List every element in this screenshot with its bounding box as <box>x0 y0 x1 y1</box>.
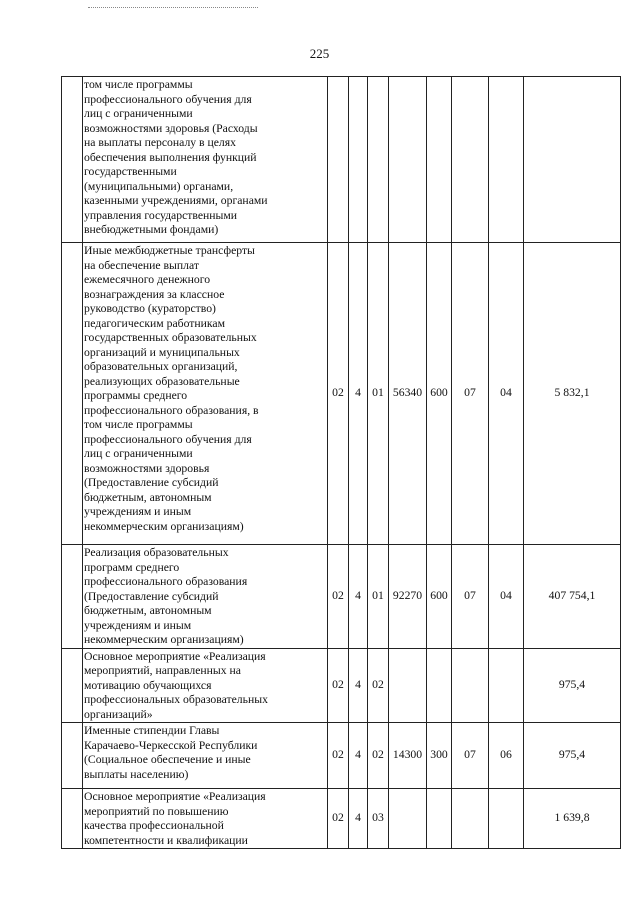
expense-name-line: образовательных организаций, <box>84 360 238 373</box>
expense-name-line: (муниципальными) органами, <box>84 179 234 193</box>
main-measure-code-cell: 02 <box>368 723 389 789</box>
expense-name-line: (Предоставление субсидий <box>84 476 219 489</box>
expense-name-line: государственных образовательных <box>84 331 257 344</box>
main-measure-code-cell: 01 <box>368 243 389 545</box>
subsection-code-cell <box>489 648 524 723</box>
main-measure-code-cell: 01 <box>368 545 389 649</box>
section-code-cell: 07 <box>452 545 489 649</box>
subprogram-code-cell: 4 <box>349 545 368 649</box>
expense-name-line: том числе программы <box>84 418 193 431</box>
expense-name-line: учреждениям и иным <box>84 505 192 518</box>
row-number-cell <box>62 545 83 649</box>
expense-name-line: на обеспечение выплат <box>84 258 199 272</box>
expense-direction-code-cell <box>389 789 427 849</box>
expense-name-cell <box>83 723 328 789</box>
table-row <box>62 545 621 649</box>
expense-name-cell <box>83 789 328 849</box>
expense-name-line: ежемесячного денежного <box>84 273 211 286</box>
amount-cell: 5 832,1 <box>524 243 621 545</box>
expense-type-code-cell: 600 <box>427 243 452 545</box>
expense-name-line: Основное мероприятие «Реализация <box>84 790 266 803</box>
expense-direction-code-cell <box>389 648 427 723</box>
expense-name-line: государственными <box>84 165 177 178</box>
table-row <box>62 648 621 723</box>
expense-name-line: внебюджетными фондами) <box>84 223 219 236</box>
expense-name-line: выплаты населению) <box>84 767 189 781</box>
expense-name-line: возможностями здоровья (Расходы <box>84 121 258 135</box>
expense-direction-code-cell: 56340 <box>389 243 427 545</box>
subprogram-code-cell: 4 <box>349 789 368 849</box>
program-code-cell: 02 <box>328 545 349 649</box>
expense-name-line: лиц с ограниченными <box>84 107 193 120</box>
section-code-cell <box>452 77 489 243</box>
expense-name-line: бюджетным, автономным <box>84 604 212 617</box>
table-body <box>62 77 621 849</box>
row-number-cell <box>62 243 83 545</box>
amount-cell: 975,4 <box>524 723 621 789</box>
expense-name-line: педагогическим работникам <box>84 316 225 330</box>
subsection-code-cell: 04 <box>489 545 524 649</box>
expense-name-line: лиц с ограниченными <box>84 447 193 460</box>
program-code-cell: 02 <box>328 789 349 849</box>
expense-name-line: профессионального образования, в <box>84 403 259 417</box>
expense-name-line: обеспечения выполнения функций <box>84 150 257 164</box>
table-row <box>62 243 621 545</box>
program-code-cell: 02 <box>328 243 349 545</box>
page-number: 225 <box>309 46 330 61</box>
expense-name-line: профессионального образования <box>84 575 248 588</box>
section-code-cell <box>452 789 489 849</box>
expense-name-line: профессионального обучения для <box>84 432 252 446</box>
expense-name-line: некоммерческим организациям) <box>84 519 244 533</box>
expense-name-line: управления государственными <box>84 208 238 222</box>
amount-cell <box>524 77 621 243</box>
subsection-code-cell <box>489 789 524 849</box>
subprogram-code-cell: 4 <box>349 243 368 545</box>
expense-type-code-cell <box>427 789 452 849</box>
expense-name-line: руководство (кураторство) <box>84 302 216 315</box>
expense-direction-code-cell: 14300 <box>389 723 427 789</box>
row-number-cell <box>62 789 83 849</box>
expense-name-line: мероприятий, направленных на <box>84 664 241 677</box>
expense-name-line: профессионального обучения для <box>84 92 252 106</box>
expense-name-line: программы среднего <box>84 389 188 402</box>
expense-name-line: реализующих образовательные <box>84 374 240 388</box>
subprogram-code-cell: 4 <box>349 723 368 789</box>
subprogram-code-cell <box>349 77 368 243</box>
expense-name-line: том числе программы <box>84 78 193 91</box>
expense-direction-code-cell <box>389 77 427 243</box>
expense-name-cell <box>83 545 328 649</box>
program-code-cell <box>328 77 349 243</box>
amount-cell: 975,4 <box>524 648 621 723</box>
table-row <box>62 723 621 789</box>
expense-type-code-cell <box>427 648 452 723</box>
expense-name-line: Карачаево-Черкесской Республики <box>84 738 258 752</box>
expense-name-line: Основное мероприятие «Реализация <box>84 649 266 663</box>
expense-name-line: мотивацию обучающихся <box>84 678 212 692</box>
expense-name-cell <box>83 77 328 243</box>
expense-name-line: (Социальное обеспечение и иные <box>84 753 251 766</box>
expense-name-line: качества профессиональной <box>84 819 224 832</box>
expense-name-line: (Предоставление субсидий <box>84 589 219 603</box>
expense-name-line: вознаграждения за классное <box>84 287 225 301</box>
expense-type-code-cell: 600 <box>427 545 452 649</box>
expense-name-line: программ среднего <box>84 560 180 574</box>
subsection-code-cell: 06 <box>489 723 524 789</box>
amount-cell: 407 754,1 <box>524 545 621 649</box>
main-measure-code-cell: 03 <box>368 789 389 849</box>
expense-type-code-cell <box>427 77 452 243</box>
expense-name-line: некоммерческим организациям) <box>84 633 244 646</box>
expense-name-line: мероприятий по повышению <box>84 804 229 818</box>
expense-type-code-cell: 300 <box>427 723 452 789</box>
main-measure-code-cell: 02 <box>368 648 389 723</box>
expense-name-cell <box>83 243 328 545</box>
expense-name-line: возможностями здоровья <box>84 461 210 475</box>
expense-name-line: организаций и муниципальных <box>84 345 240 359</box>
expense-direction-code-cell: 92270 <box>389 545 427 649</box>
expense-name-cell <box>83 648 328 723</box>
program-code-cell: 02 <box>328 648 349 723</box>
section-code-cell: 07 <box>452 243 489 545</box>
scan-artifact-line <box>88 7 258 8</box>
row-number-cell <box>62 648 83 723</box>
program-code-cell: 02 <box>328 723 349 789</box>
main-measure-code-cell <box>368 77 389 243</box>
expense-name-line: организаций» <box>84 707 153 721</box>
row-number-cell <box>62 77 83 243</box>
expense-name-line: профессиональных образовательных <box>84 693 268 706</box>
amount-cell: 1 639,8 <box>524 789 621 849</box>
expense-name-line: компетентности и квалификации <box>84 833 248 847</box>
expense-name-line: учреждениям и иным <box>84 618 192 632</box>
budget-table <box>61 76 621 849</box>
row-number-cell <box>62 723 83 789</box>
subsection-code-cell: 04 <box>489 243 524 545</box>
section-code-cell: 07 <box>452 723 489 789</box>
table-row <box>62 789 621 849</box>
expense-name-line: на выплаты персоналу в целях <box>84 136 236 149</box>
expense-name-line: Именные стипендии Главы <box>84 724 220 737</box>
section-code-cell <box>452 648 489 723</box>
subsection-code-cell <box>489 77 524 243</box>
table-row <box>62 77 621 243</box>
expense-name-line: Реализация образовательных <box>84 546 229 559</box>
expense-name-line: Иные межбюджетные трансферты <box>84 244 255 257</box>
expense-name-line: казенными учреждениями, органами <box>84 194 268 207</box>
subprogram-code-cell: 4 <box>349 648 368 723</box>
expense-name-line: бюджетным, автономным <box>84 490 212 504</box>
